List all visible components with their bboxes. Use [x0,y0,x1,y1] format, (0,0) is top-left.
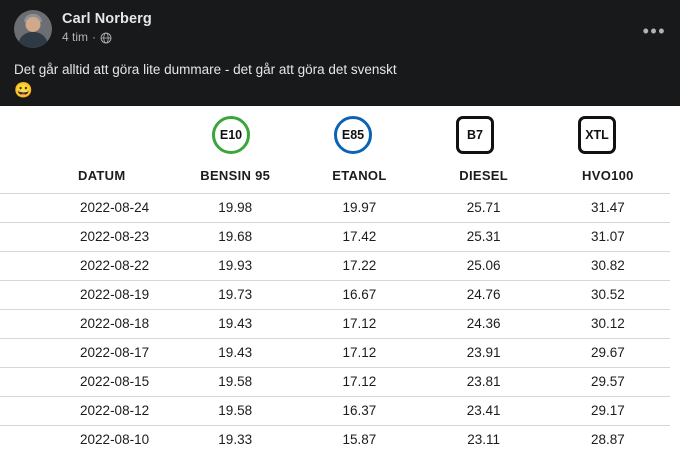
cell-bensin95: 19.73 [218,287,253,302]
cell-etanol: 17.12 [342,316,377,331]
cell-hvo100: 28.87 [590,432,625,448]
cell-diesel: 23.41 [466,403,501,418]
cell-etanol: 17.42 [342,229,377,244]
xtl-badge-icon: XTL [578,116,616,154]
cell-bensin95: 19.43 [218,345,253,360]
cell-datum: 2022-08-22 [80,258,150,273]
cell-etanol: 16.37 [342,403,377,418]
table-row [0,367,670,396]
cell-etanol: 17.22 [342,258,377,273]
post-card [0,0,680,106]
cell-diesel: 24.76 [466,287,501,302]
meta-separator: · [92,30,97,45]
table-row [0,280,670,309]
cell-hvo100: 30.52 [590,287,625,302]
table-row [0,193,670,222]
table-row [0,338,670,367]
table-row [0,425,670,454]
avatar-body [18,32,48,48]
cell-datum: 2022-08-24 [80,200,150,215]
badge-cell-b7 [414,116,536,154]
cell-hvo100: 29.17 [590,403,625,418]
avatar-face [26,17,41,32]
cell-hvo100: 31.07 [590,229,625,244]
cell-datum: 2022-08-19 [80,287,150,302]
cell-bensin95: 19.98 [218,200,253,215]
cell-datum: 2022-08-15 [80,374,150,389]
cell-hvo100: 29.57 [590,374,625,389]
cell-etanol: 17.12 [342,374,377,389]
cell-datum: 2022-08-18 [80,316,150,331]
cell-etanol: 19.97 [342,200,377,215]
badge-cell-xtl [536,116,658,154]
e10-badge-icon: E10 [212,116,250,154]
table-row [0,396,670,425]
author-block [62,10,152,45]
badge-cell-e10 [170,116,292,154]
column-header-datum: DATUM [78,167,126,183]
badge-cell-e85 [292,116,414,154]
cell-bensin95: 19.43 [218,316,253,331]
post-emoji: 😀 [14,81,33,99]
fuel-table [0,164,670,454]
post-text: Det går alltid att göra lite dummare - det går att göra det svenskt [14,62,397,77]
globe-icon [100,32,112,44]
column-header-bensin95: BENSIN 95 [200,167,271,183]
cell-bensin95: 19.33 [218,432,253,448]
cell-datum: 2022-08-10 [80,432,150,448]
post-meta [62,30,152,45]
cell-hvo100: 30.12 [590,316,625,331]
author-name[interactable]: Carl Norberg [62,11,152,27]
cell-datum: 2022-08-17 [80,345,150,360]
cell-bensin95: 19.68 [218,229,253,244]
e85-badge-icon: E85 [334,116,372,154]
cell-etanol: 15.87 [342,432,377,448]
cell-diesel: 25.71 [466,200,501,215]
table-row [0,309,670,338]
b7-badge-icon: B7 [456,116,494,154]
table-row [0,251,670,280]
avatar[interactable] [14,10,52,48]
column-header-hvo100: HVO100 [582,167,634,183]
cell-bensin95: 19.58 [218,374,253,389]
cell-bensin95: 19.58 [218,403,253,418]
cell-bensin95: 19.93 [218,258,253,273]
table-head [0,164,670,193]
post-header [14,10,666,48]
cell-hvo100: 29.67 [590,345,625,360]
cell-diesel: 24.36 [466,316,501,331]
fuel-badges-row [0,106,680,164]
post-timestamp[interactable]: 4 tim [62,30,89,45]
table-header-row [0,164,670,193]
more-options-icon[interactable]: ••• [642,21,666,41]
cell-hvo100: 30.82 [590,258,625,273]
cell-datum: 2022-08-12 [80,403,150,418]
table-body [0,193,670,454]
cell-diesel: 23.81 [466,374,501,389]
cell-datum: 2022-08-23 [80,229,150,244]
cell-diesel: 23.11 [467,432,501,448]
cell-etanol: 17.12 [342,345,377,360]
cell-diesel: 25.31 [466,229,501,244]
table-wrapper [0,164,680,454]
cell-etanol: 16.67 [342,287,377,302]
fuel-price-table-image [0,106,680,476]
column-header-diesel: DIESEL [459,167,509,183]
column-header-etanol: ETANOL [332,167,387,183]
table-row [0,222,670,251]
cell-hvo100: 31.47 [590,200,625,215]
cell-diesel: 23.91 [466,345,501,360]
cell-diesel: 25.06 [466,258,501,273]
